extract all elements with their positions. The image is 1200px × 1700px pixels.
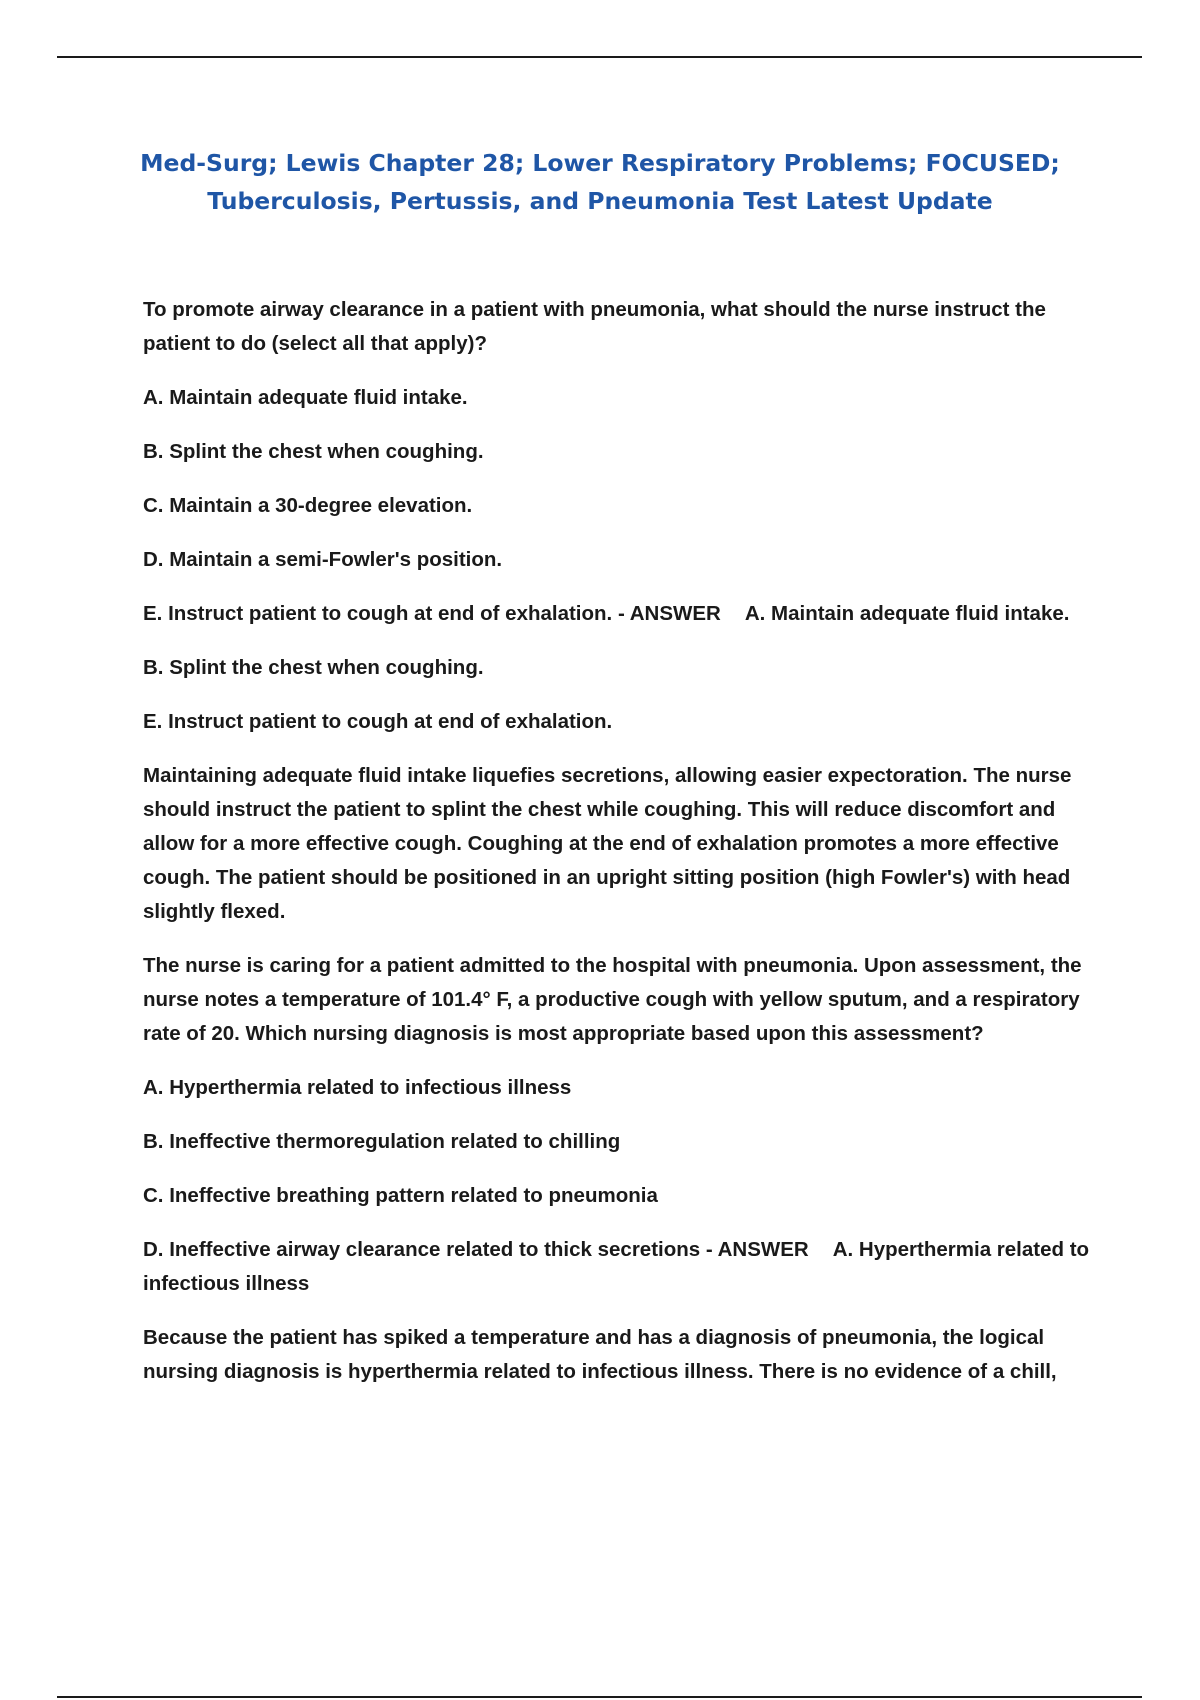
q1-option-b: B. Splint the chest when coughing. — [143, 440, 484, 463]
top-rule — [57, 56, 1142, 58]
q1-question: To promote airway clearance in a patient with pneumonia, what should the nurse instruct the patient to do (select all that apply)? — [143, 298, 1046, 355]
title-line-2: Tuberculosis, Pertussis, and Pneumonia Test Latest Update — [207, 187, 993, 215]
q1-answer-b: B. Splint the chest when coughing. — [143, 656, 484, 679]
q2-rationale: Because the patient has spiked a temperature and has a diagnosis of pneumonia, the logical nursing diagnosis is hyperthermia related to infectious illness. There is no evidence of a chill, — [143, 1326, 1057, 1383]
document-title — [120, 144, 1080, 220]
q1-rationale: Maintaining adequate fluid intake liquefies secretions, allowing easier expectoration. The nurse should instruct the patient to splint the chest while coughing. This will reduce discomfort and allow for a more effective cough. Coughing at the end of exhalation promotes a more effective cough. The patient should be positioned in an upright sitting position (high Fowler's) with head slightly flexed. — [143, 764, 1072, 923]
q2-option-b: B. Ineffective thermoregulation related to chilling — [143, 1130, 621, 1153]
q2-answer: A. Hyperthermia related to infectious illness — [143, 1238, 1090, 1295]
q2-question: The nurse is caring for a patient admitted to the hospital with pneumonia. Upon assessment, the nurse notes a temperature of 101.4° F, a productive cough with yellow sputum, and a respiratory rate of 20. Which nursing diagnosis is most appropriate based upon this assessment? — [143, 954, 1082, 1045]
q2-option-d-with-answer — [143, 1233, 1093, 1301]
q2-option-c: C. Ineffective breathing pattern related to pneumonia — [143, 1184, 658, 1207]
q1-option-a: A. Maintain adequate fluid intake. — [143, 386, 468, 409]
q1-option-e-with-answer — [143, 597, 1093, 631]
bottom-rule — [57, 1696, 1142, 1698]
q2-option-a: A. Hyperthermia related to infectious illness — [143, 1076, 572, 1099]
q1-answer-e: E. Instruct patient to cough at end of exhalation. — [143, 710, 613, 733]
q1-option-d: D. Maintain a semi-Fowler's position. — [143, 548, 503, 571]
q1-option-c: C. Maintain a 30-degree elevation. — [143, 494, 473, 517]
q2-option-d: D. Ineffective airway clearance related to thick secretions - ANSWER — [143, 1238, 809, 1261]
title-line-1: Med-Surg; Lewis Chapter 28; Lower Respiratory Problems; FOCUSED; — [140, 149, 1060, 177]
q1-answer-a: A. Maintain adequate fluid intake. — [744, 602, 1070, 625]
document-body — [143, 293, 1093, 1409]
q1-option-e: E. Instruct patient to cough at end of exhalation. - ANSWER — [143, 602, 721, 625]
